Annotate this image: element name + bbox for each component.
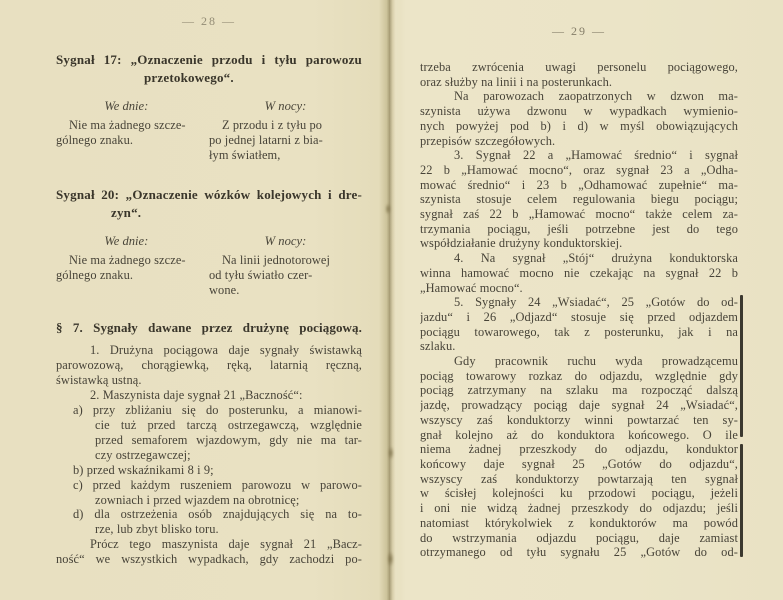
text-line: mować średnio“ i 23 b „Odhamować zupełnie“ ma- — [420, 177, 738, 192]
body-paragraphs — [420, 60, 738, 560]
margin-change-bar — [740, 444, 743, 557]
text-line: b) przed wskaźnikami 8 i 9; — [73, 462, 214, 477]
text-line: końcowy daje sygnał 25 „Gotów do odjazdu“, — [420, 456, 738, 471]
page-number-left: — 28 — — [182, 14, 236, 28]
text-line: rze, lub zbyt blisko toru. — [95, 522, 219, 537]
text-line: § 7. Sygnały dawane przez drużynę pociągową. — [56, 320, 362, 336]
body-paragraphs — [56, 343, 362, 567]
text-line: wone. — [208, 282, 240, 297]
text-line: szlaku. — [420, 339, 456, 354]
text-line: d) dla ostrzeżenia osób znajdujących się na to- — [73, 507, 362, 522]
text-line: a) przy zbliżaniu się do posterunku, a mianowi- — [73, 403, 362, 418]
text-line: w ścisłej kolejności ku przodowi pociągu, jeżeli — [420, 486, 738, 501]
text-line: c) przed każdym ruszeniem parowozu w parowo- — [73, 477, 362, 492]
text-line: Na parowozach zaopatrzonych w dzwon ma- — [454, 89, 738, 104]
text-line: gnał kolejno aż do konduktora końcowego. O ile — [420, 427, 738, 442]
text-line: 3. Sygnał 22 a „Hamować średnio“ i sygnał — [454, 148, 738, 163]
text-line: Z przodu i z tyłu po — [221, 118, 323, 132]
text-line: otrzymanego od tyłu sygnału 25 „Gotów do od- — [420, 545, 738, 560]
text-line: parowozową, chorągiewką, ręką, latarnią ręczną, — [56, 358, 362, 373]
day-night-header — [56, 99, 362, 113]
text-line: trzymania pociągu, jeśli potrzebne jest do tego — [420, 221, 738, 236]
text-line: szynista używa dzwonu w wypadkach wymienio- — [420, 104, 738, 119]
text-line: Na linii jednotorowej — [221, 252, 331, 267]
signal-20-day-night — [56, 253, 362, 298]
text-line: gólnego znaku. — [56, 132, 134, 147]
day-column-header: We dnie: — [104, 233, 149, 248]
text-line: wszyscy zaś konduktorzy powtarzają ten sygnał — [420, 471, 738, 486]
text-line: Gdy pracownik ruchu wyda prowadzącemu — [454, 354, 738, 369]
text-line: po jednej latarni z bia- — [208, 132, 323, 147]
page-29 — [420, 0, 738, 600]
gutter-smudge — [388, 446, 394, 460]
text-line: 22 b „Hamować mocno“, oraz sygnał 23 a „Odha- — [420, 162, 738, 177]
text-line: przepisów szczegółowych. — [420, 133, 556, 148]
text-line: od tyłu światło czer- — [208, 267, 313, 282]
page-28 — [56, 0, 362, 600]
signal-17-heading — [56, 51, 362, 87]
text-line: przetokowego“. — [144, 70, 234, 85]
text-line: jazdu“ i 26 „Odjazd“ stosuje się przed odjazdem — [420, 309, 738, 324]
text-line: do wstrzymania odjazdu pociągu, daje zamiast — [420, 530, 738, 545]
text-line: wszyscy zaś konduktorzy winni powtarzać ten sy- — [420, 412, 738, 427]
night-column-text — [209, 253, 362, 298]
text-line: 4. Na sygnał „Stój“ drużyna konduktorska — [454, 251, 738, 266]
text-line: ność“ we wszystkich wypadkach, gdy zachodzi po- — [56, 552, 362, 567]
text-line: Sygnał 20: „Oznaczenie wózków kolejowych i dre- — [56, 186, 362, 202]
text-line: Sygnał 17: „Oznaczenie przodu i tyłu parowozu — [56, 52, 362, 67]
text-line: natomiast którykolwiek z konduktorów ma powód — [420, 515, 738, 530]
text-line: oraz służby na linii i na posterunkach. — [420, 74, 613, 89]
text-line: współdziałanie drużyny konduktorskiej. — [420, 236, 623, 251]
margin-change-bar — [740, 295, 743, 437]
gutter-smudge — [385, 203, 391, 215]
text-line: cie tuż przed tarczą ostrzegawczą, względnie — [95, 417, 362, 432]
section-7-heading — [56, 319, 362, 336]
text-line: Nie ma żadnego szcze- — [69, 252, 186, 267]
text-line: Nie ma żadnego szcze- — [69, 118, 186, 132]
text-line: pociągu towarowego, tak z posterunku, jak i na — [420, 324, 738, 339]
text-line: zowniach i przed wjazdem na obrotnicę; — [95, 492, 300, 507]
text-line: 5. Sygnały 24 „Wsiadać“, 25 „Gotów do od- — [454, 295, 738, 310]
text-line: czy ostrzegawczej; — [95, 447, 191, 462]
text-line: sygnał zaś 22 b „Hamować mocno“ także celem za- — [420, 207, 738, 222]
day-column-text — [56, 118, 197, 163]
text-line: łym światłem, — [208, 147, 281, 162]
page-gutter-crease — [379, 0, 401, 600]
gutter-smudge — [387, 551, 394, 567]
text-line: przed semaforem wjazdowym, gdy nie ma tar- — [95, 432, 362, 447]
text-line: pociąg towarowy rozkaz do odjazdu, względnie gdy — [420, 368, 738, 383]
day-column-text — [56, 253, 197, 298]
page-29-content — [420, 60, 738, 560]
text-line: nych powyżej pod b) i d) w myśl obowiązujących — [420, 118, 738, 133]
text-line: winna hamować mocno nie czekając na sygnał 22 b — [420, 265, 738, 280]
signal-17-day-night — [56, 118, 362, 163]
text-line: 2. Maszynista daje sygnał 21 „Baczność“: — [90, 388, 303, 403]
text-line: „Hamować mocno“. — [420, 280, 523, 295]
text-line: jazdę, prowadzący pociąg daje sygnał 24 „Wsiadać“, — [420, 398, 738, 413]
text-line: trzeba zwrócenia uwagi personelu pociągowego, — [420, 60, 738, 74]
text-line: gólnego znaku. — [56, 267, 134, 282]
text-line: niema żadnej przeszkody do odjazdu, konduktor — [420, 442, 738, 457]
text-line: Prócz tego maszynista daje sygnał 21 „Bacz- — [90, 537, 362, 552]
night-column-text — [209, 118, 362, 163]
day-column-header: We dnie: — [104, 99, 149, 113]
text-line: szynista stosuje celem regulowania biegu pociągu; — [420, 192, 738, 207]
signal-20-heading — [56, 186, 362, 222]
day-night-header — [56, 234, 362, 248]
page-number-right: — 29 — — [552, 24, 606, 38]
text-line: 1. Drużyna pociągowa daje sygnały świstawką — [90, 343, 362, 358]
night-column-header: W nocy: — [264, 99, 307, 113]
text-line: zyn“. — [111, 204, 142, 220]
page-28-content — [56, 51, 362, 567]
text-line: i oni nie widzą żadnej przeszkody do odjazdu; jeśli — [420, 501, 738, 516]
text-line: świstawką ustną. — [56, 373, 142, 388]
night-column-header: W nocy: — [264, 233, 307, 248]
text-line: pociąg zatrzymany na szlaku ma rozpocząć dalszą — [420, 383, 738, 398]
